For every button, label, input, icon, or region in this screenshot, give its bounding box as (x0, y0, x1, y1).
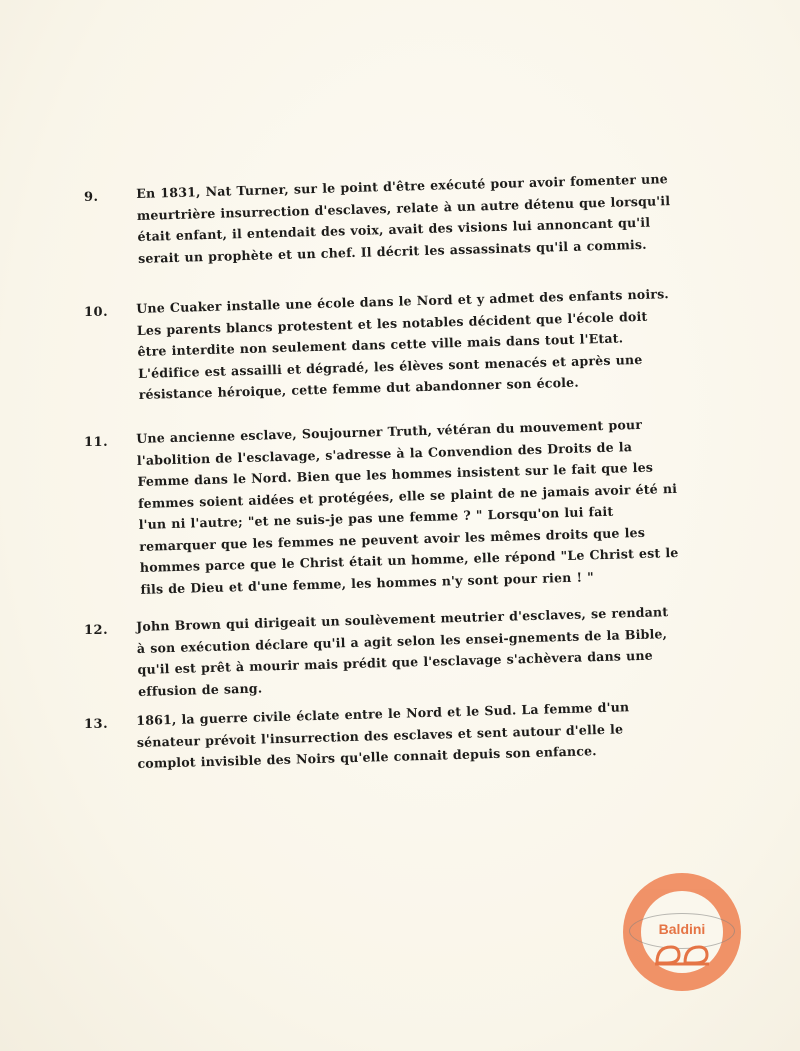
item-text: John Brown qui dirigeait un soulèvement meutrier d'esclaves, se rendant à son exécution déclare qu'il a agit selon les ensei-gnements de la Bible, qu'il est prêt à mourir mais prédit que l'esclavage s'achèvera dans une effusion de sang. (136, 604, 669, 699)
item-number: 13. (84, 717, 109, 732)
stamp-label: Baldini (658, 921, 706, 937)
item-text: 1861, la guerre civile éclate entre le Nord et le Sud. La femme d'un sénateur prévoit l'insurrection des esclaves et sent autour d'elle le complot invisible des Noirs qu'elle connait depuis son enfance. (136, 699, 630, 771)
item-number: 9. (84, 190, 99, 205)
item-text: Une Cuaker installe une école dans le Nord et y admet des enfants noirs. Les parents blancs protestent et les notables décident que l'école doit être interdite non seulement dans cette ville mais dans tout l'Etat. L'édifice est assailli et dégradé, les élèves sont menacés et après une résistance héroique, cette femme dut abandonner son école. (136, 286, 670, 402)
archive-stamp (623, 873, 741, 991)
item-number: 10. (84, 305, 109, 320)
item-text: En 1831, Nat Turner, sur le point d'être exécuté pour avoir fomenter une meurtrière insurrection d'esclaves, relate à un autre détenu que lorsqu'il était enfant, il entendait des voix, avait des visions lui annoncant qu'il serait un prophète et un chef. Il décrit les assassinats qu'il a commis. (136, 171, 671, 266)
item-number: 11. (84, 435, 109, 450)
item-number: 12. (84, 623, 109, 638)
stamp-logo-icon (653, 943, 711, 967)
item-text: Une ancienne esclave, Soujourner Truth, vétéran du mouvement pour l'abolition de l'esclavage, s'adresse à la Convendion des Droits de la Femme dans le Nord. Bien que les hommes insistent sur le fait que les femmes soient aidées et protégées, elle se plaint de ne jamais avoir été ni l'un ni l'autre; "et ne suis-je pas une femme ? " Lorsqu'on lui fait remarquer que les femmes ne peuvent avoir les mêmes droits que les hommes parce que le Christ était un homme, elle répond "Le Christ est le fils de Dieu et d'une femme, les hommes n'y sont pour rien ! " (136, 416, 679, 597)
